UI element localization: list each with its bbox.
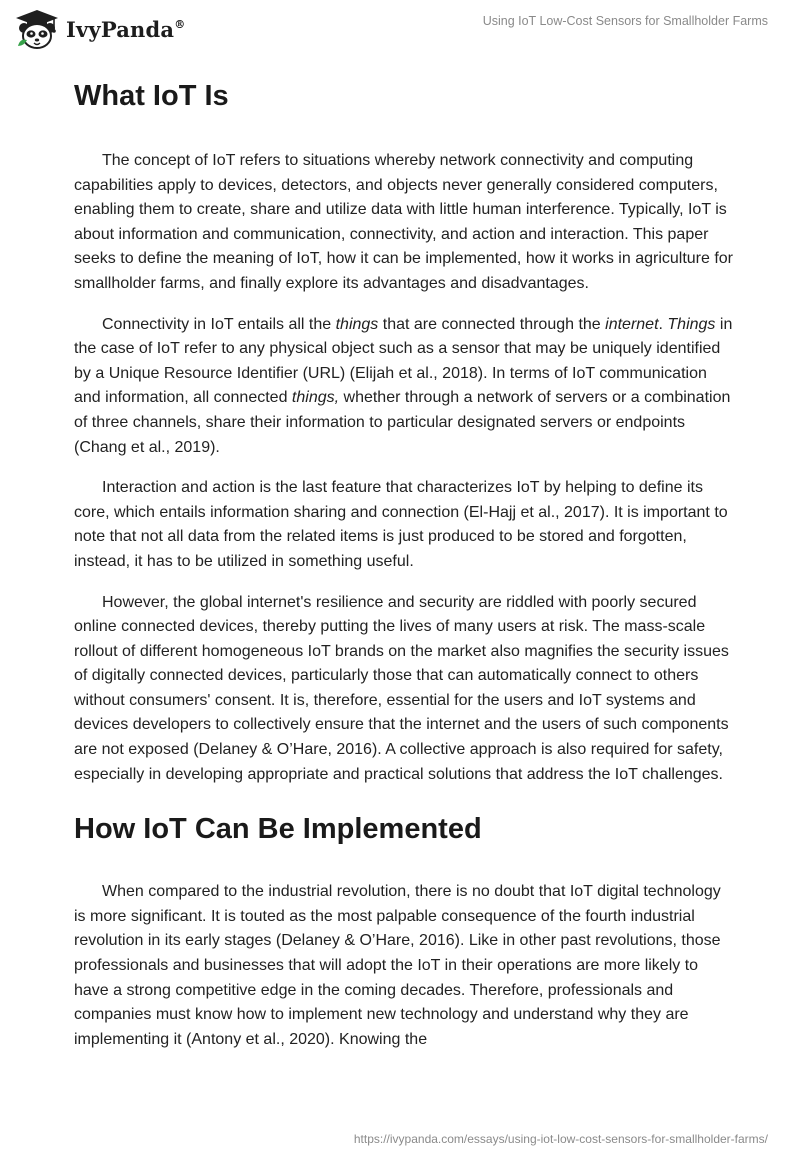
text-run: in the case of IoT refer to any physical object such as a sensor that may be uniquely identified by a Unique Resource Identifier (URL) (Elijah et al., 2018). In terms of IoT communication and information, all connected (74, 315, 733, 407)
logo-wordmark (66, 17, 185, 42)
text-run: Connectivity in IoT entails all the (102, 315, 336, 333)
italic-run: things (335, 315, 379, 333)
paragraph: Interaction and action is the last feature that characterizes IoT by helping to define its core, which entails information sharing and connection (El-Hajj et al., 2017). It is important to note that not all data from the related items is just produced to be stored and forgotten, instead, it has to be utilized in something useful. (74, 479, 728, 570)
essay-content (74, 66, 734, 1052)
section-heading: How IoT Can Be Implemented (74, 813, 482, 846)
italic-run: Things (667, 315, 716, 333)
text-run: whether through a network of servers or a combination of three channels, share their information to particular designated servers or endpoints (Chang et al., 2019). (74, 389, 731, 456)
ivypanda-logo[interactable] (14, 8, 185, 50)
logo-name: IvyPanda (66, 16, 175, 42)
text-run: that are connected through the (378, 315, 606, 333)
page-header (0, 0, 800, 60)
source-url[interactable]: https://ivypanda.com/essays/using-iot-low-cost-sensors-for-smallholder-farms/ (353, 1132, 768, 1146)
section-heading: What IoT Is (74, 80, 229, 112)
italic-run: internet (605, 315, 659, 333)
registered-mark: ® (174, 17, 186, 31)
running-title: Using IoT Low-Cost Sensors for Smallholder Farms (482, 14, 768, 28)
paragraph: The concept of IoT refers to situations whereby network connectivity and computing capabilities apply to devices, detectors, and objects never generally considered computers, enabling them to create, share and utilize data with little human interference. Typically, IoT is about information and communication, connectivity, and action and interaction. This paper seeks to define the meaning of IoT, how it can be implemented, how it works in agriculture for smallholder farms, and finally explore its advantages and disadvantages. (74, 152, 734, 292)
paragraph (74, 313, 734, 461)
text-run: . (658, 315, 668, 333)
italic-run: things, (291, 389, 340, 407)
panda-graduate-icon (14, 8, 60, 50)
paragraph: However, the global internet's resilience and security are riddled with poorly secured online connected devices, thereby putting the lives of many users at risk. The mass-scale rollout of different homogeneous IoT brands on the market also magnifies the security issues of digitally connected devices, particularly those that can automatically connect to others without consumers' consent. It is, therefore, essential for the users and IoT systems and devices developers to collectively ensure that the internet and the users of such components are not exposed (Delaney & O’Hare, 2016). A collective approach is also required for safety, especially in developing appropriate and practical solutions that address the IoT challenges. (74, 593, 729, 783)
paragraph: When compared to the industrial revolution, there is no doubt that IoT digital technology is more significant. It is touted as the most palpable consequence of the fourth industrial revolution in its early stages (Delaney & O’Hare, 2016). Like in other past revolutions, those professionals and businesses that will adopt the IoT in their operations are more likely to have a strong competitive edge in the coming decades. Therefore, professionals and companies must know how to implement new technology and understand why they are implementing it (Antony et al., 2020). Knowing the (74, 883, 721, 1048)
